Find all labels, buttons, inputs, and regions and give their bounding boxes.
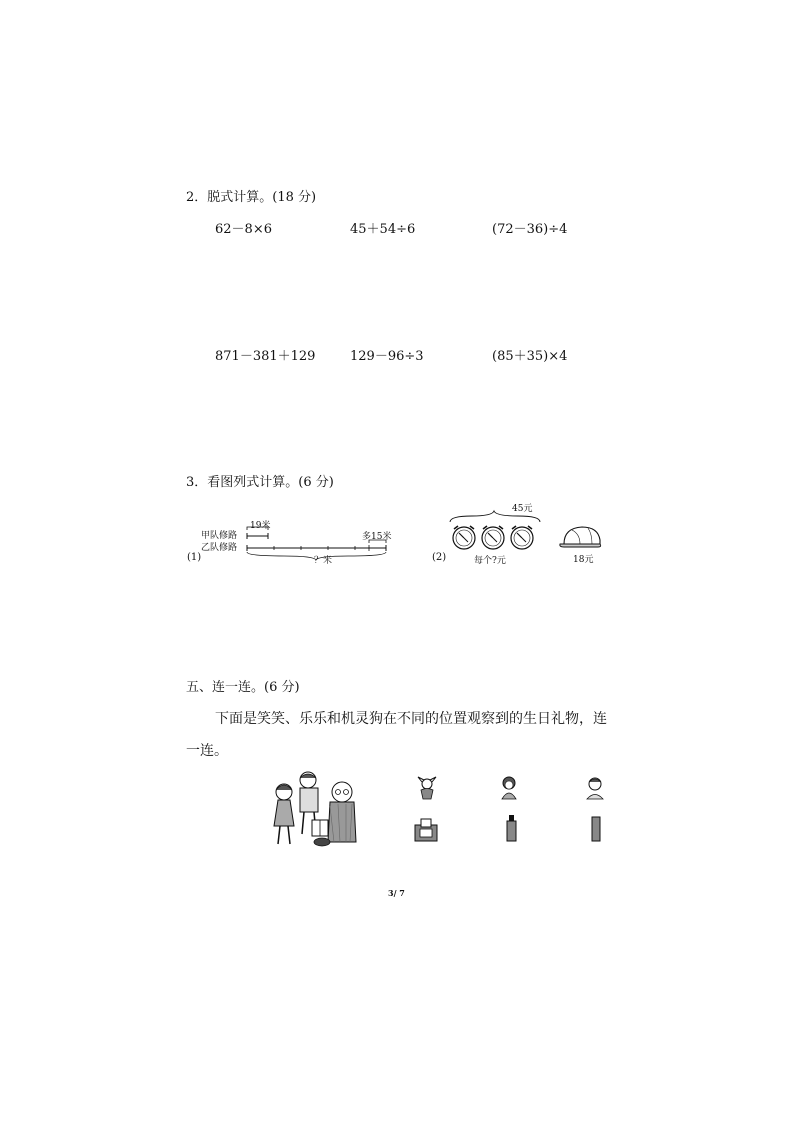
figure-2-number: (2): [432, 552, 447, 563]
gift-side-view-icon: [506, 815, 518, 843]
expression-6: (85＋35)×4: [492, 349, 568, 364]
total-price-label: 45元: [512, 504, 533, 514]
characters-illustration: [268, 770, 368, 850]
team-a-length-label: 19米: [250, 521, 271, 531]
team-a-label: 甲队修路: [201, 531, 238, 541]
unknown-length-label: ？米: [314, 556, 333, 566]
team-b-label: 乙队修路: [201, 543, 238, 553]
instruction-line-1: 下面是笑笑、乐乐和机灵狗在不同的位置观察到的生日礼物，连: [215, 711, 607, 727]
expression-1: 62－8×6: [215, 222, 272, 237]
dog-figure-icon: [416, 775, 438, 801]
expression-4: 871－381＋129: [215, 349, 316, 364]
figure-1-number: (1): [187, 552, 202, 563]
section-3-heading: 3．看图列式计算。(6 分): [186, 475, 334, 490]
gift-front-view-icon: [413, 817, 439, 843]
clock-icon: [479, 523, 507, 551]
girl-figure-icon: [498, 775, 520, 801]
boy-figure-icon: [584, 775, 606, 801]
total-brace: [448, 510, 548, 524]
page-number: 3/ 7: [388, 888, 405, 898]
clock-icon: [508, 523, 536, 551]
expression-2: 45＋54÷6: [350, 222, 416, 237]
instruction-line-2: 一连。: [186, 743, 228, 759]
section-2-heading: 2．脱式计算。(18 分): [186, 190, 317, 205]
expression-5: 129－96÷3: [350, 349, 424, 364]
section-5-heading: 五、连一连。(6 分): [186, 680, 300, 695]
gift-narrow-view-icon: [590, 815, 602, 843]
expression-3: (72－36)÷4: [492, 222, 568, 237]
more-length-label: 多15米: [362, 532, 392, 542]
cap-icon: [558, 522, 604, 550]
clock-icon: [450, 523, 478, 551]
segment-lines: [244, 524, 404, 564]
hat-price-label: 18元: [573, 555, 594, 565]
each-price-label: 每个?元: [474, 556, 506, 566]
